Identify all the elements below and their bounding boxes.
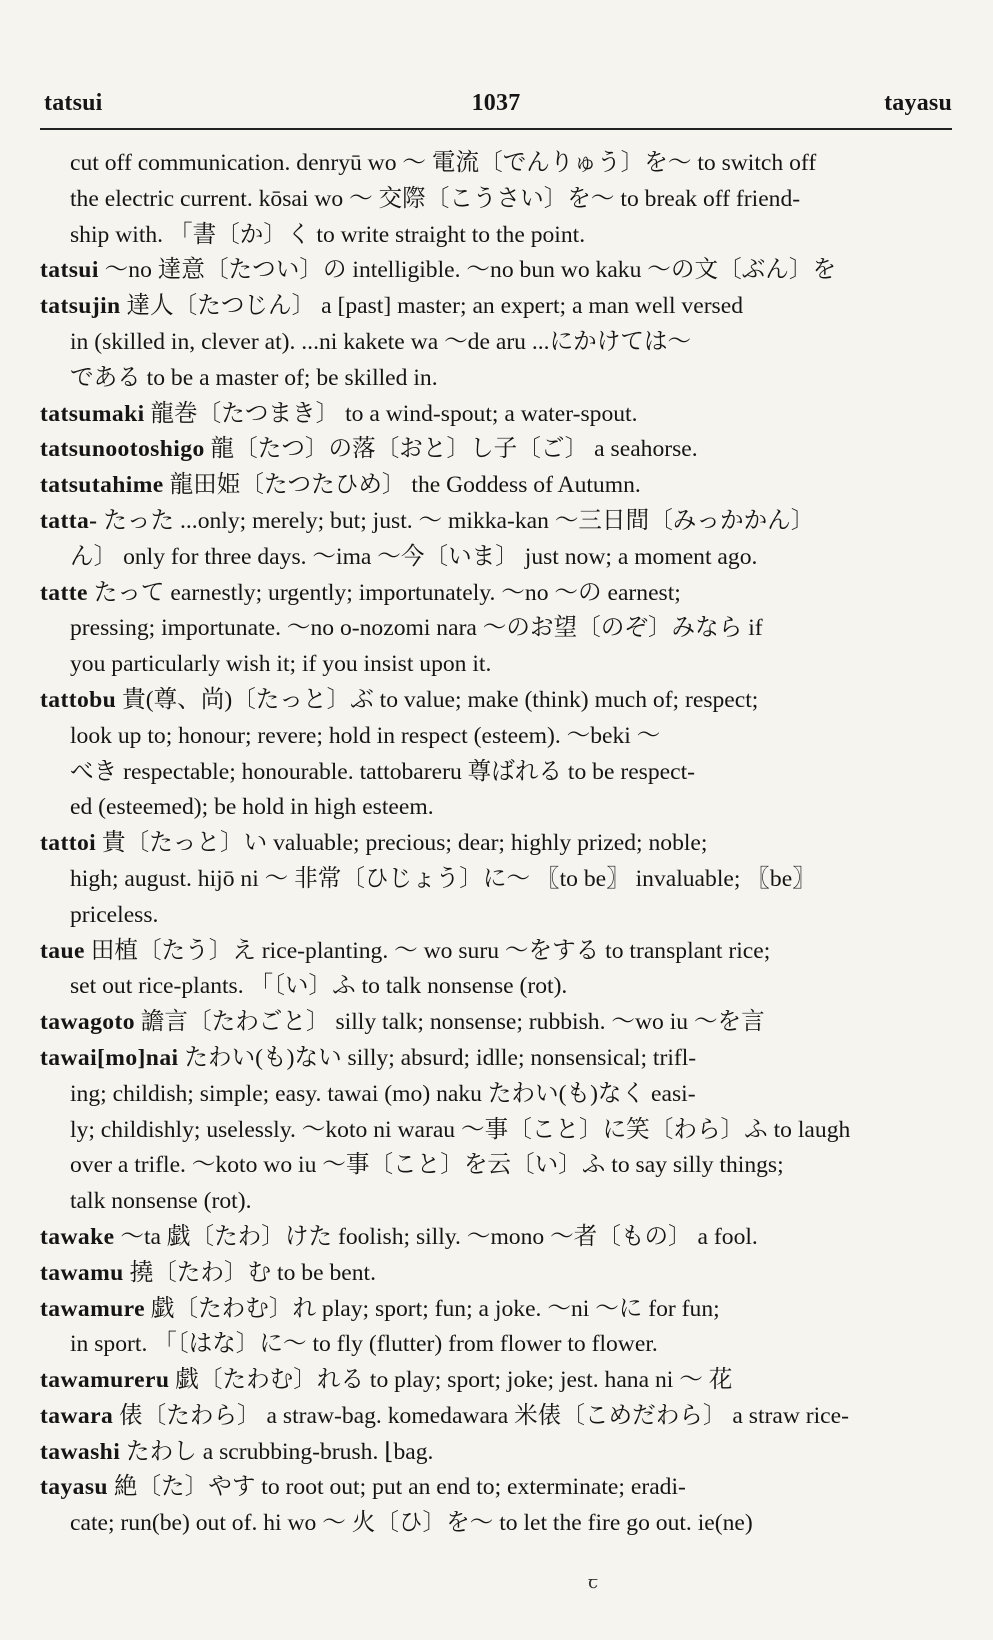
entries-body	[40, 146, 952, 1542]
entry-text: 龍田姫〔たつたひめ〕 the Goddess of Autumn.	[163, 472, 641, 499]
entry-line-headword	[40, 504, 952, 540]
entry-text: in sport. 「〔はな〕に～ to fly (flutter) from flower to flower.	[70, 1331, 658, 1358]
entry-line-headword	[40, 1220, 952, 1256]
entry-text: 貴(尊、尚)〔たっと〕ぶ to value; make (think) much of; respect;	[116, 686, 759, 713]
entry-line-headword	[40, 934, 952, 970]
entry-line-headword	[40, 289, 952, 325]
entry-line-headword	[40, 576, 952, 612]
footer-mark: ꞇ	[588, 1572, 599, 1592]
entry-text: ly; childishly; uselessly. ～koto ni warau ～事〔こと〕に笑〔わら〕ふ to laugh	[70, 1116, 851, 1143]
entry-text: 譫言〔たわごと〕 silly talk; nonsense; rubbish. ～wo iu ～を言	[134, 1009, 765, 1036]
entry-line	[40, 862, 952, 898]
headword: tawai[mo]nai	[40, 1044, 179, 1071]
entry-line-headword	[40, 1005, 952, 1041]
entry-line	[40, 719, 952, 755]
entry-text: in (skilled in, clever at). ...ni kakete wa ～de aru ...にかけては～	[70, 328, 692, 355]
entry-text: たわし a scrubbing-brush. ⌊bag.	[120, 1438, 434, 1465]
entry-text: talk nonsense (rot).	[70, 1188, 252, 1215]
headword: tatta-	[40, 507, 98, 534]
entry-line-headword	[40, 1435, 952, 1471]
page-number: 1037	[471, 90, 521, 116]
running-head	[40, 88, 952, 130]
entry-text: 絶〔た〕やす to root out; put an end to; exterminate; eradi-	[107, 1474, 686, 1501]
entry-line	[40, 1113, 952, 1149]
entry-text: over a trifle. ～koto wo iu ～事〔こと〕を云〔い〕ふ to say silly things;	[70, 1152, 784, 1179]
entry-line-headword	[40, 432, 952, 468]
headword: tatsutahime	[40, 472, 164, 499]
entry-line	[40, 647, 952, 683]
headword: tattoi	[40, 830, 97, 857]
entry-line	[40, 1506, 952, 1542]
entry-line	[40, 218, 952, 254]
entry-text: ん〕 only for three days. ～ima ～今〔いま〕 just now; a moment ago.	[70, 543, 758, 570]
entry-line	[40, 1148, 952, 1184]
entry-line	[40, 146, 952, 182]
entry-text: 俵〔たわら〕 a straw-bag. komedawara 米俵〔こめだわら〕 a straw rice-	[113, 1402, 849, 1429]
entry-line-headword	[40, 253, 952, 289]
entry-line-headword	[40, 683, 952, 719]
entry-line	[40, 1327, 952, 1363]
entry-text: cut off communication. denryū wo ～ 電流〔でんりゅう〕を～ to switch off	[70, 150, 817, 176]
entry-text: ～no 達意〔たつい〕の intelligible. ～no bun wo kaku ～の文〔ぶん〕を	[98, 257, 837, 284]
headword: tatsujin	[40, 293, 121, 320]
entry-line-headword	[40, 1041, 952, 1077]
entry-line-headword	[40, 468, 952, 504]
entry-line-headword	[40, 1470, 952, 1506]
entry-line	[40, 611, 952, 647]
entry-line	[40, 969, 952, 1005]
entry-line-headword	[40, 1256, 952, 1292]
entry-text: 龍〔たつ〕の落〔おと〕し子〔ご〕 a seahorse.	[204, 436, 698, 463]
entry-text: pressing; importunate. ～no o-nozomi nara ～のお望〔のぞ〕みなら if	[70, 615, 763, 642]
entry-line	[40, 755, 952, 791]
headword: taue	[40, 937, 85, 964]
headword: tattobu	[40, 686, 117, 713]
entry-line	[40, 898, 952, 934]
entry-line	[40, 540, 952, 576]
headword: tawashi	[40, 1438, 121, 1465]
entry-line	[40, 1077, 952, 1113]
entry-text: high; august. hijō ni ～ 非常〔ひじょう〕に～ 〖to be〗 invaluable; 〖be〗	[70, 865, 816, 892]
entry-text: ing; childish; simple; easy. tawai (mo) naku たわい(も)なく easi-	[70, 1080, 696, 1107]
entry-text: 戯〔たわむ〕れ play; sport; fun; a joke. ～ni ～に for fun;	[144, 1295, 720, 1322]
entry-text: the electric current. kōsai wo ～ 交際〔こうさい〕を～ to break off friend-	[70, 185, 801, 212]
entry-text: 貴〔たっと〕い valuable; precious; dear; highly prized; noble;	[96, 830, 708, 857]
headword: tawamure	[40, 1295, 145, 1322]
entry-line-headword	[40, 1363, 952, 1399]
entry-text: 戯〔たわむ〕れる to play; sport; joke; jest. hana ni ～ 花	[169, 1367, 733, 1394]
headword: tawamu	[40, 1259, 124, 1286]
headword: tatte	[40, 579, 88, 606]
headword: tatsunootoshigo	[40, 436, 205, 463]
headword: tayasu	[40, 1474, 108, 1501]
entry-text: べき respectable; honourable. tattobareru 尊ばれる to be respect-	[70, 758, 696, 785]
entry-line-headword	[40, 397, 952, 433]
entry-text: たわい(も)ない silly; absurd; idlle; nonsensical; trifl-	[178, 1044, 697, 1071]
headword: tawagoto	[40, 1009, 135, 1036]
entry-text: ed (esteemed); be hold in high esteem.	[70, 794, 434, 821]
entry-text: 田植〔たう〕え rice-planting. ～ wo suru ～をする to transplant rice;	[84, 937, 771, 964]
entry-text: ～ta 戯〔たわ〕けた foolish; silly. ～mono ～者〔もの〕 a fool.	[114, 1223, 758, 1250]
headword: tawara	[40, 1402, 114, 1429]
entry-text: cate; run(be) out of. hi wo ～ 火〔ひ〕を～ to let the fire go out. ie(ne)	[70, 1510, 753, 1537]
entry-line	[40, 361, 952, 397]
entry-line	[40, 790, 952, 826]
headword: tatsumaki	[40, 400, 145, 427]
entry-text: である to be a master of; be skilled in.	[70, 364, 438, 391]
entry-text: priceless.	[70, 901, 159, 928]
entry-text: 龍巻〔たつまき〕 to a wind-spout; a water-spout.	[144, 400, 638, 427]
entry-text: たって earnestly; urgently; importunately. ～no ～の earnest;	[87, 579, 681, 606]
right-guideword: tayasu	[884, 90, 952, 116]
entry-line	[40, 325, 952, 361]
entry-line-headword	[40, 1292, 952, 1328]
entry-text: 達人〔たつじん〕 a [past] master; an expert; a man well versed	[120, 293, 743, 320]
entry-text: ship with. 「書〔か〕く to write straight to the point.	[70, 221, 586, 248]
entry-line	[40, 182, 952, 218]
entry-text: look up to; honour; revere; hold in respect (esteem). ～beki ～	[70, 722, 661, 749]
entry-text: たった ...only; merely; but; just. ～ mikka-kan ～三日間〔みっかかん〕	[97, 507, 815, 534]
entry-line-headword	[40, 1399, 952, 1435]
entry-text: you particularly wish it; if you insist upon it.	[70, 651, 492, 678]
headword: tawake	[40, 1223, 115, 1250]
entry-text: set out rice-plants. 「〔い〕ふ to talk nonsense (rot).	[70, 973, 568, 1000]
headword: tawamureru	[40, 1367, 170, 1394]
entry-text: 撓〔たわ〕む to be bent.	[123, 1259, 376, 1286]
left-guideword: tatsui	[44, 90, 103, 116]
entry-line-headword	[40, 826, 952, 862]
entry-line	[40, 1184, 952, 1220]
headword: tatsui	[40, 257, 99, 284]
